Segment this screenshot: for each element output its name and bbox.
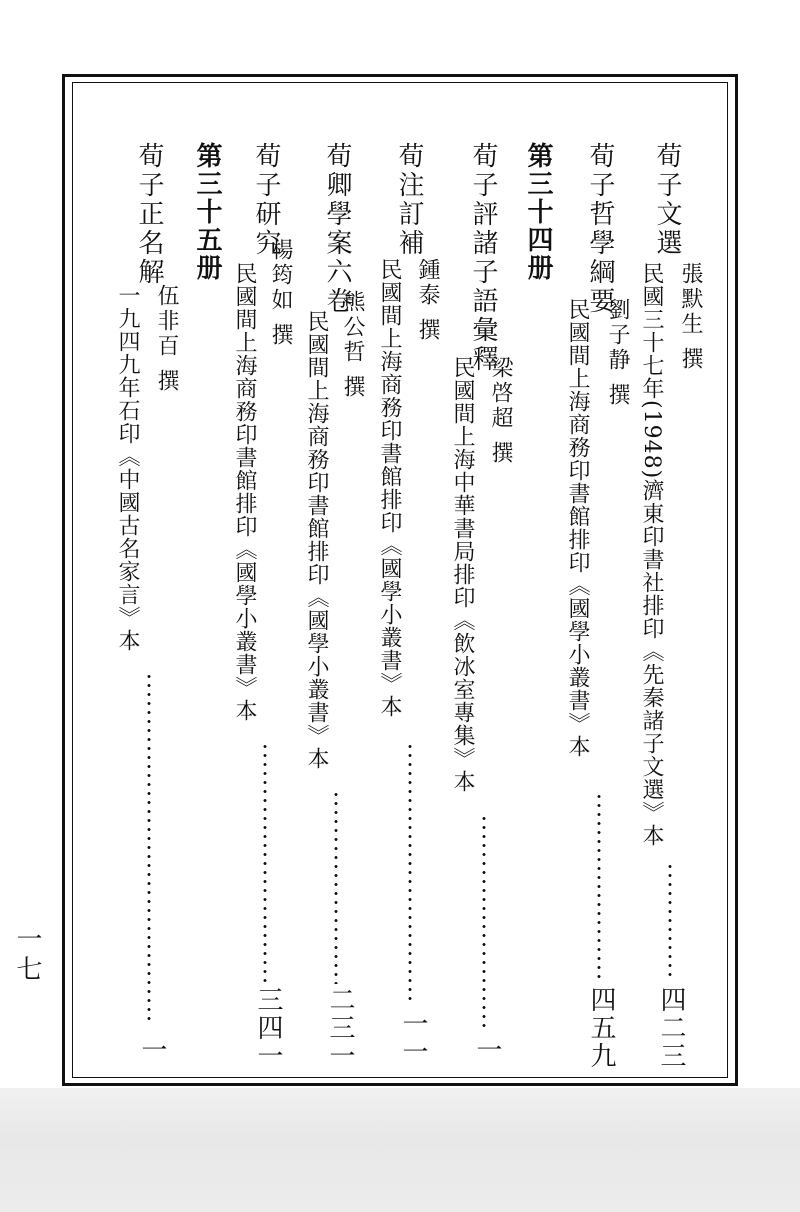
entry-title: 荀注訂補 bbox=[394, 142, 424, 258]
entry-author: 劉子静 撰 bbox=[605, 298, 630, 408]
entry-author: 梁啓超 撰 bbox=[488, 356, 513, 466]
entry-title: 荀子文選 bbox=[652, 142, 682, 258]
entry-title: 荀子研究 bbox=[251, 142, 281, 258]
entry-edition: 民國間上海商務印書館排印《國學小叢書》本 bbox=[232, 262, 257, 722]
entry-edition: 民國間上海商務印書館排印《國學小叢書》本 bbox=[304, 310, 329, 770]
entry-author: 楊筠如 撰 bbox=[268, 238, 293, 348]
entry-page-number: 一 bbox=[472, 1036, 502, 1064]
entry-page-number: 三四一 bbox=[253, 986, 283, 1070]
dot-leader bbox=[334, 790, 338, 984]
entry-edition: 民國三十七年(1948)濟東印書社排印《先秦諸子文選》本 bbox=[639, 262, 664, 848]
dot-leader bbox=[597, 792, 601, 982]
entry-page-number: 一一 bbox=[398, 1010, 428, 1066]
entry-edition: 民國間上海商務印書館排印《國學小叢書》本 bbox=[565, 298, 590, 758]
entry-edition: 民國間上海商務印書館排印《國學小叢書》本 bbox=[377, 258, 402, 718]
entry-page-number: 一 bbox=[137, 1036, 167, 1064]
entry-edition: 一九四九年石印《中國古名家言》本 bbox=[115, 284, 140, 652]
scan-background bbox=[0, 1088, 800, 1212]
dot-leader bbox=[147, 672, 151, 1026]
volume-35-heading: 第三十五册 bbox=[192, 142, 222, 282]
dot-leader bbox=[263, 742, 267, 984]
entry-title: 荀子評諸子語彙釋 bbox=[468, 142, 498, 374]
dot-leader bbox=[482, 814, 486, 1028]
dot-leader bbox=[408, 742, 412, 1004]
volume-34-heading: 第三十四册 bbox=[523, 142, 553, 282]
entry-author: 伍非百 撰 bbox=[154, 284, 179, 394]
page-folio: 一七 bbox=[12, 925, 42, 985]
entry-title: 荀子正名解 bbox=[134, 142, 164, 287]
entry-author: 鍾泰 撰 bbox=[415, 258, 440, 343]
entry-author: 熊公哲 撰 bbox=[340, 290, 365, 400]
entry-title: 荀卿學案六卷 bbox=[322, 142, 352, 316]
entry-page-number: 四五九 bbox=[586, 986, 616, 1070]
entry-edition: 民國間上海中華書局排印《飲冰室專集》本 bbox=[450, 356, 475, 793]
entry-title: 荀子哲學綱要 bbox=[585, 142, 615, 316]
dot-leader bbox=[668, 862, 672, 980]
entry-page-number: 四二三 bbox=[656, 986, 686, 1070]
entry-page-number: 二三一 bbox=[325, 986, 355, 1070]
entry-author: 張默生 撰 bbox=[678, 262, 703, 372]
